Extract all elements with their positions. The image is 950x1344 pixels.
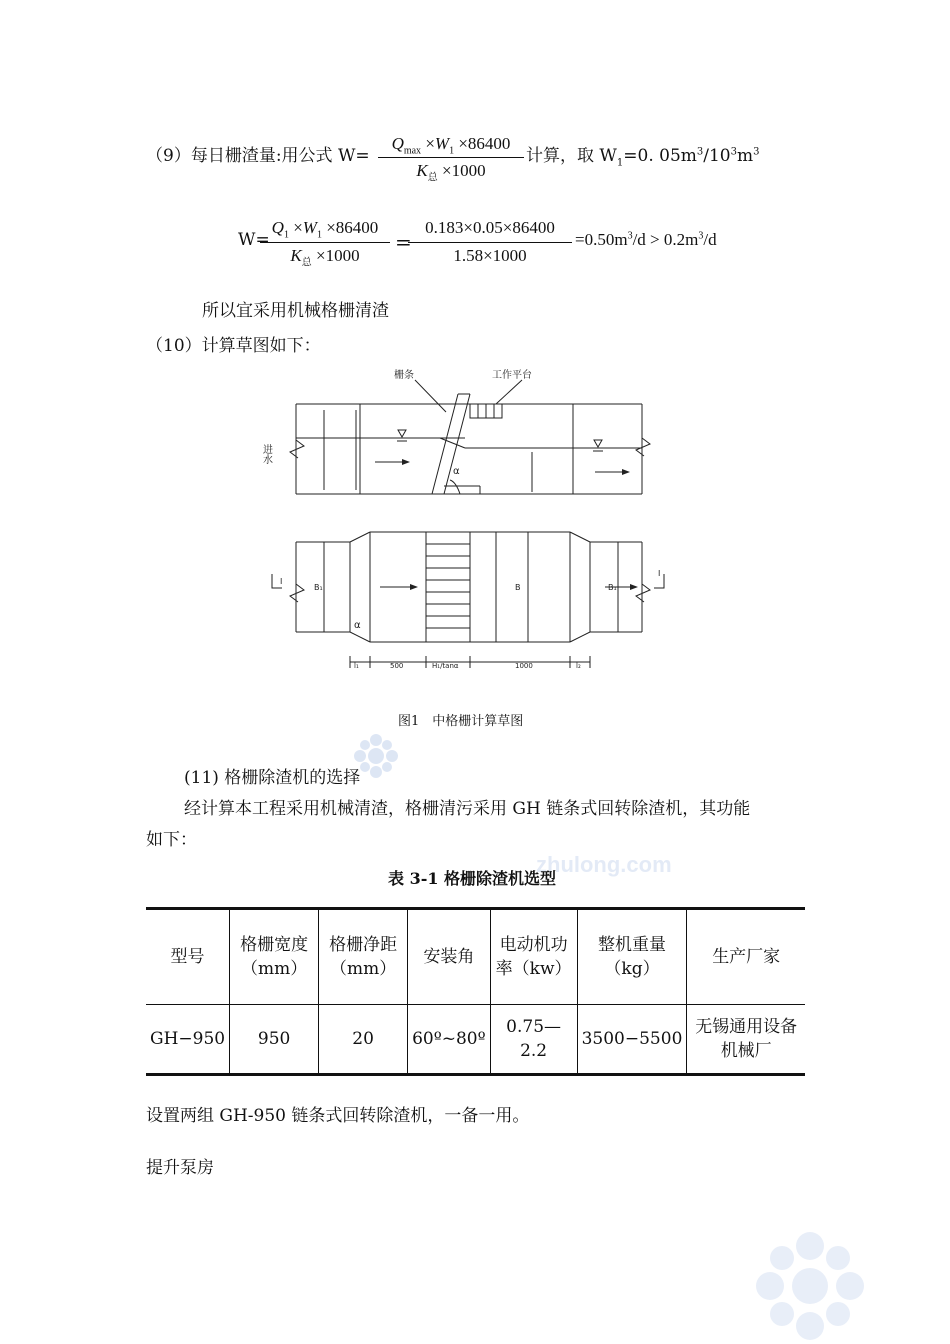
dim-l1: l₁: [354, 662, 359, 670]
label-b1-right: B₁: [608, 583, 617, 592]
dim-h: H₁/tanα: [432, 662, 459, 670]
item9-numerator: $Q_{max} \times W_1 \times 86400$: [391, 134, 511, 157]
watermark-logo-icon: [752, 1228, 868, 1344]
cell-weight: 3500−5500: [577, 1005, 687, 1075]
header-model: 型号: [146, 909, 230, 1005]
dim-500: 500: [390, 662, 404, 670]
header-power: 电动机功率（kw）: [490, 909, 577, 1005]
dim-1000: 1000: [515, 662, 533, 670]
header-angle: 安装角: [408, 909, 491, 1005]
selection-table: [146, 907, 805, 1076]
item9-suffix: 计算，取 $W_1=0$. $05m^3/10^3m^3$: [526, 146, 760, 169]
label-alpha: α: [453, 466, 460, 477]
conclusion-text: 所以宜采用机械格栅清渣: [202, 301, 389, 321]
formula-result: $=0.50m^3/d > 0.2m^3/d$: [575, 230, 717, 249]
header-width: 格栅宽度（mm）: [230, 909, 319, 1005]
cell-maker: 无锡通用设备机械厂: [687, 1005, 805, 1075]
cell-angle: 60º~80º: [408, 1005, 491, 1075]
label-platform: 工作平台: [492, 370, 532, 381]
formula-bar-1: [260, 242, 390, 243]
dim-l2: l₂: [576, 662, 581, 670]
item9-prefix: （9）每日栅渣量:用公式 W=: [146, 146, 370, 166]
formula-numerator-2: 0.183×0.05×86400: [425, 218, 555, 237]
item11-title: (11) 格栅除渣机的选择: [184, 768, 361, 788]
grid-calculation-sketch: [260, 362, 690, 682]
label-bars: 栅条: [394, 370, 414, 381]
after-table-text: 设置两组 GH-950 链条式回转除渣机，一备一用。: [146, 1106, 530, 1126]
formula-denominator-1: $K_总 \times 1000$: [290, 246, 360, 269]
label-inlet: 进水: [260, 444, 272, 464]
label-b1-left: B₁: [314, 583, 323, 592]
header-maker: 生产厂家: [687, 909, 805, 1005]
table-row: [146, 1005, 805, 1075]
cell-power: 0.75—2.2: [490, 1005, 577, 1075]
formula-lhs: W=: [238, 230, 270, 250]
label-section-right: I: [658, 569, 661, 578]
figure-caption: 图1 中格栅计算草图: [398, 714, 524, 729]
cell-model: GH−950: [146, 1005, 230, 1075]
item9-denominator: $K_总 \times 1000$: [416, 161, 486, 184]
formula-equals: =: [395, 230, 412, 254]
item11-body-2: 如下：: [146, 830, 197, 850]
header-weight: 整机重量（kg）: [577, 909, 687, 1005]
label-alpha1: α: [354, 620, 361, 631]
label-section-left: I: [280, 577, 283, 586]
formula-denominator-2: 1.58×1000: [453, 246, 527, 265]
item9-fraction-bar: [378, 157, 524, 158]
cell-width: 950: [230, 1005, 319, 1075]
table-caption: 表 3-1 格栅除渣机选型: [388, 869, 557, 888]
table-header-row: [146, 909, 805, 1005]
next-heading: 提升泵房: [146, 1158, 214, 1178]
label-b-center: B: [515, 583, 521, 592]
watermark-text: zhulong.com: [536, 852, 672, 877]
cell-gap: 20: [319, 1005, 408, 1075]
item11-body-1: 经计算本工程采用机械清渣，格栅清污采用 GH 链条式回转除渣机，其功能: [184, 799, 751, 819]
formula-bar-2: [408, 242, 572, 243]
item10-text: （10）计算草图如下：: [146, 336, 321, 356]
header-gap: 格栅净距（mm）: [319, 909, 408, 1005]
formula-numerator-1: $Q_1 \times W_1 \times 86400$: [271, 218, 379, 241]
